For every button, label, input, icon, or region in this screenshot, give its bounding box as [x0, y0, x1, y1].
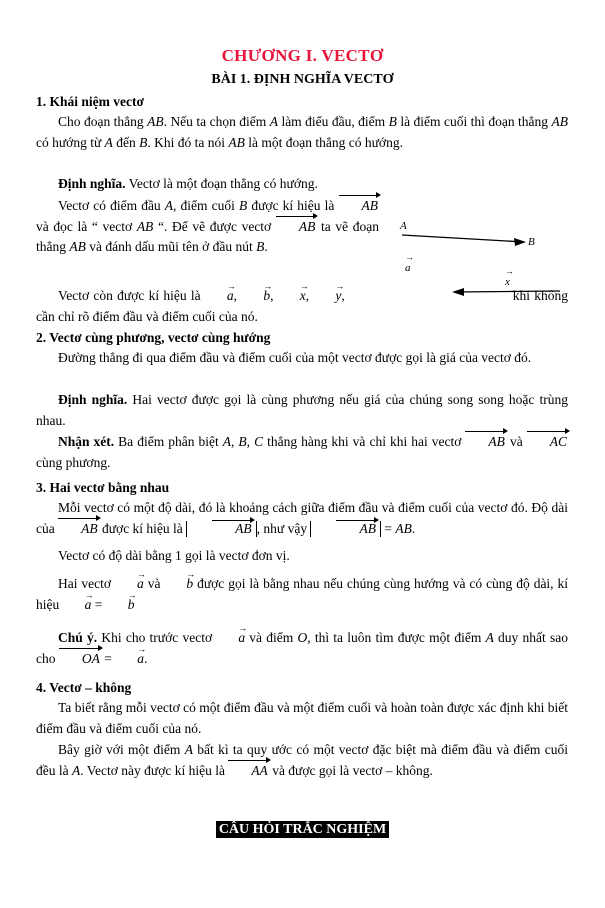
lesson-title: BÀI 1. ĐỊNH NGHĨA VECTƠ: [211, 72, 394, 87]
unit-vector-text: Vectơ có độ dài bằng 1 gọi là vectơ đơn vị.: [58, 548, 290, 563]
note-text: Chú ý. Khi cho trước vectơ a → và điểm O, thì ta luôn tìm được một điểm A duy nhất sao cho OA = a →.: [36, 628, 568, 669]
figure-label-vector-x: x →: [505, 276, 510, 288]
definition-2: Định nghĩa. Hai vectơ được gọi là cùng phương nếu giá của chúng song song hoặc trùng nhau.: [36, 392, 568, 428]
chapter-title: CHƯƠNG I. VECTƠ: [221, 46, 384, 65]
vector-ab-arrowhead: [514, 238, 526, 246]
remark-collinear: Nhận xét. Ba điểm phân biệt A, B, C thẳng hàng khi và chỉ khi hai vectơ AB và AC cùng phương.: [36, 434, 567, 470]
section-1-heading: 1. Khái niệm vectơ: [36, 94, 144, 109]
vector-lowercase-text: Vectơ còn được kí hiệu là a →, b →, x →, y →, khi không cần chỉ rõ điểm đầu và điểm cuối của nó.: [36, 286, 568, 327]
section-2-heading: 2. Vectơ cùng phương, vectơ cùng hướng: [36, 330, 271, 345]
definition-1: Định nghĩa. Vectơ là một đoạn thẳng có hướng.: [58, 176, 318, 191]
vector-ab-line: [402, 235, 524, 242]
vector-notation-text: Vectơ có điểm đầu A, điểm cuối B được kí hiệu là AB và đọc là “ vectơ AB “. Để vẽ được vectơ AB ta vẽ đoạn thẳng AB và đánh dấu mũi tên ở đầu nút B.: [36, 198, 379, 254]
zero-vector-intro: Ta biết rằng mỗi vectơ có một điểm đầu và một điểm cuối và hoàn toàn được xác định khi biết điểm đầu và điểm cuối của nó.: [36, 700, 568, 736]
support-line-text: Đường thẳng đi qua điểm đầu và điểm cuối của một vectơ được gọi là giá của vectơ đó.: [58, 350, 532, 365]
figure-label-vector-a: a →: [405, 262, 411, 274]
section-1-intro: Cho đoạn thẳng AB. Nếu ta chọn điểm A làm điểu đầu, điểm B là điểm cuối thì đoạn thẳng AB có hướng từ A đến B. Khi đó ta nói AB là một đoạn thẳng có hướng.: [36, 114, 568, 150]
section-3-heading: 3. Hai vectơ bằng nhau: [36, 480, 170, 495]
equal-vectors-text: Hai vectơ a → và b → được gọi là bằng nhau nếu chúng cùng hướng và có cùng độ dài, kí hiệu a → = b →: [36, 574, 568, 615]
exam-heading-label: CÂU HỎI TRẮC NGHIỆM: [216, 821, 389, 838]
figure-label-b-point: B: [528, 236, 535, 248]
exam-heading: [0, 820, 605, 838]
figure-label-a-point: A: [400, 220, 407, 232]
section-4-heading: 4. Vectơ – không: [36, 680, 132, 695]
vector-length-text: Mỗi vectơ có một độ dài, đó là khoảng cách giữa điểm đầu và điểm cuối của vectơ đó. Độ dài của AB được kí hiệu là AB , như vậy AB = AB.: [36, 498, 568, 539]
zero-vector-definition: Bây giờ với một điểm A bất kì ta quy ước có một vectơ đặc biệt mà điểm đầu và điểm cuối đều là A. Vectơ này được kí hiệu là AA và được gọi là vectơ – không.: [36, 740, 568, 781]
